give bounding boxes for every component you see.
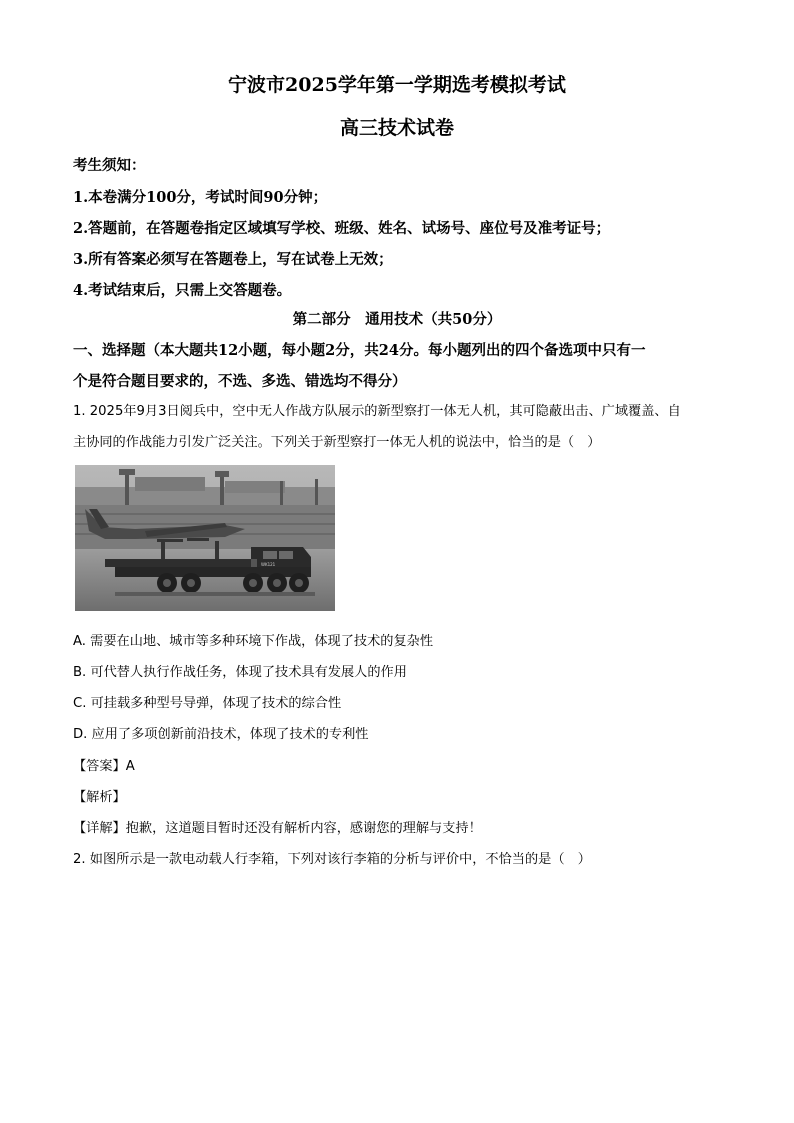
- section-title: 第二部分 通用技术（共50分）: [292, 311, 502, 328]
- analysis-label: 【解析】: [73, 790, 126, 805]
- detail-line: [73, 817, 482, 836]
- notice-heading: 考生须知：: [73, 157, 146, 174]
- exam-subtitle: 高三技术试卷: [339, 117, 454, 139]
- question1-stem-cont: 主协同的作战能力引发广泛关注。下列关于新型察打一体无人机的说法中，恰当的是（ ）: [73, 435, 601, 450]
- option-a: A. 需要在山地、城市等多种环境下作战，体现了技术的复杂性: [73, 634, 434, 649]
- answer-value: A: [125, 759, 135, 774]
- answer-label: 【答案】: [73, 759, 126, 774]
- option-d: D. 应用了多项创新前沿技术，体现了技术的专利性: [73, 727, 369, 742]
- notice-item: 1.本卷满分100分，考试时间90分钟；: [73, 189, 328, 206]
- notice-item: 2.答题前，在答题卷指定区域填写学校、班级、姓名、试场号、座位号及准考证号；: [73, 220, 611, 237]
- question1-stem: 1. 2025年9月3日阅兵中，空中无人作战方队展示的新型察打一体无人机，其可隐蔽出击、广域覆盖、自: [73, 404, 681, 419]
- notice-item: 4.考试结束后，只需上交答题卷。: [73, 282, 292, 299]
- section-instruction: 一、选择题（本大题共12小题，每小题2分，共24分。每小题列出的四个备选项中只有一: [73, 342, 646, 359]
- detail-text: 抱歉，这道题目暂时还没有解析内容，感谢您的理解与支持！: [125, 821, 482, 836]
- option-c: C. 可挂载多种型号导弹，体现了技术的综合性: [73, 696, 342, 711]
- question2-stem: 2. 如图所示是一款电动载人行李箱，下列对该行李箱的分析与评价中，不恰当的是（ ）: [73, 852, 591, 867]
- detail-label: 【详解】: [73, 821, 126, 836]
- option-b: B. 可代替人执行作战任务，体现了技术具有发展人的作用: [73, 665, 407, 680]
- notice-item: 3.所有答案必须写在答题卷上，写在试卷上无效；: [73, 251, 393, 268]
- exam-title: 宁波市2025学年第一学期选考模拟考试: [228, 74, 566, 96]
- drone-parade-photo: [75, 465, 335, 611]
- answer-line: [73, 755, 135, 774]
- section-instruction-cont: 个是符合题目要求的，不选、多选、错选均不得分）: [73, 373, 407, 390]
- vehicle-plate: WK121: [261, 562, 276, 567]
